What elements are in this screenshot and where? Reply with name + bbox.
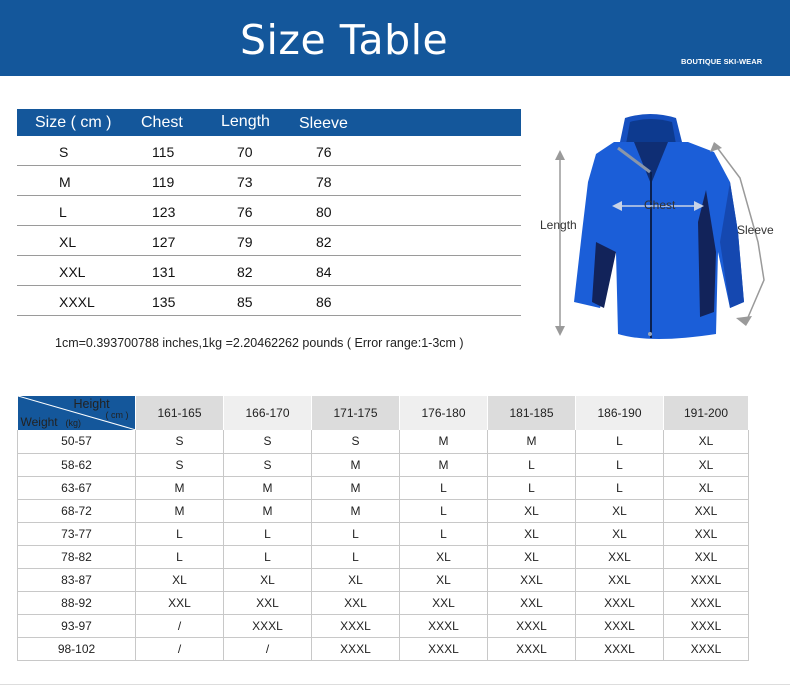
sleeve-cell: 86	[316, 294, 332, 310]
size-cell: XL	[312, 568, 400, 591]
weight-cell: 63-67	[18, 476, 136, 499]
banner	[0, 0, 790, 76]
size-cell: S	[136, 453, 224, 476]
size-cell: XXL	[576, 568, 664, 591]
size-cell: /	[224, 637, 312, 660]
table-row	[17, 256, 521, 286]
header-sleeve: Sleeve	[299, 115, 348, 132]
weight-cell: 73-77	[18, 522, 136, 545]
size-cell: XL	[400, 568, 488, 591]
size-cell: XL	[59, 234, 77, 250]
size-cell: S	[136, 430, 224, 453]
height-header: 186-190	[576, 396, 664, 430]
size-cell: XXXL	[224, 614, 312, 637]
size-cell: L	[312, 545, 400, 568]
size-cell: M	[224, 499, 312, 522]
table-row	[17, 166, 521, 196]
table-row	[18, 591, 749, 614]
weight-cell: 98-102	[18, 637, 136, 660]
size-cell: XXXL	[312, 614, 400, 637]
size-cell: L	[136, 522, 224, 545]
size-cell: XXXL	[59, 294, 95, 310]
corner-height-unit: ( cm )	[105, 410, 129, 420]
size-cell: XXXL	[664, 568, 749, 591]
size-cell: L	[312, 522, 400, 545]
header-chest: Chest	[141, 114, 183, 131]
length-cell: 79	[237, 234, 253, 250]
size-cell: M	[312, 453, 400, 476]
length-cell: 73	[237, 174, 253, 190]
size-cell: XXXL	[312, 637, 400, 660]
height-header: 166-170	[224, 396, 312, 430]
jacket-length-label: Length	[540, 218, 577, 232]
weight-cell: 58-62	[18, 453, 136, 476]
height-header: 176-180	[400, 396, 488, 430]
size-cell: M	[400, 430, 488, 453]
size-cell: L	[224, 522, 312, 545]
height-header: 181-185	[488, 396, 576, 430]
height-header-row	[18, 396, 749, 430]
conversion-note: 1cm=0.393700788 inches,1kg =2.20462262 pounds ( Error range:1-3cm )	[55, 336, 464, 350]
size-cell: XXL	[488, 568, 576, 591]
size-cell: L	[488, 453, 576, 476]
size-cell: XXXL	[576, 591, 664, 614]
size-cell: XXXL	[664, 637, 749, 660]
jacket-chest-label: Chest	[644, 198, 676, 212]
sleeve-cell: 76	[316, 144, 332, 160]
size-cell: XL	[136, 568, 224, 591]
sleeve-cell: 80	[316, 204, 332, 220]
table-row	[18, 637, 749, 660]
size-cell: XL	[224, 568, 312, 591]
page-title: Size Table	[240, 16, 449, 64]
size-cell: XXL	[664, 545, 749, 568]
jacket-sleeve-label: Sleeve	[737, 223, 774, 237]
size-cell: L	[576, 476, 664, 499]
size-cell: S	[224, 430, 312, 453]
chest-cell: 131	[152, 264, 176, 280]
chest-cell: 135	[152, 294, 176, 310]
size-cell: S	[224, 453, 312, 476]
table-row	[18, 476, 749, 499]
size-cell: S	[59, 144, 69, 160]
size-cell: M	[312, 476, 400, 499]
bottom-divider	[0, 684, 790, 685]
height-header: 191-200	[664, 396, 749, 430]
size-cell: M	[136, 476, 224, 499]
height-weight-size-table	[17, 396, 749, 661]
size-cell: S	[312, 430, 400, 453]
weight-cell: 83-87	[18, 568, 136, 591]
header-size: Size ( cm )	[35, 114, 112, 131]
size-cell: XL	[576, 522, 664, 545]
size-cell: XXXL	[488, 637, 576, 660]
size-cell: M	[488, 430, 576, 453]
length-cell: 70	[237, 144, 253, 160]
length-cell: 76	[237, 204, 253, 220]
size-cell: L	[400, 499, 488, 522]
size-cell: XL	[400, 545, 488, 568]
brand-tagline: BOUTIQUE SKI-WEAR	[681, 57, 763, 66]
size-cell: L	[136, 545, 224, 568]
table-row	[18, 568, 749, 591]
size-cell: XXXL	[400, 614, 488, 637]
size-table-body	[17, 136, 521, 316]
table-row	[17, 286, 521, 316]
size-cell: XXXL	[488, 614, 576, 637]
size-cell: L	[59, 204, 67, 220]
chest-cell: 123	[152, 204, 176, 220]
size-cell: XXXL	[400, 637, 488, 660]
table-corner-cell	[18, 396, 136, 430]
size-cell: XXL	[224, 591, 312, 614]
corner-weight-label: Weight	[20, 415, 58, 429]
height-header: 171-175	[312, 396, 400, 430]
size-cell: L	[576, 430, 664, 453]
table-row	[18, 614, 749, 637]
size-cell: L	[576, 453, 664, 476]
size-cell: L	[224, 545, 312, 568]
size-cell: XXL	[664, 522, 749, 545]
table-row	[17, 136, 521, 166]
size-cell: L	[400, 476, 488, 499]
chest-cell: 115	[152, 144, 175, 160]
size-cell: XXL	[488, 591, 576, 614]
size-cell: XXXL	[664, 591, 749, 614]
weight-cell: 93-97	[18, 614, 136, 637]
size-cell: XXL	[664, 499, 749, 522]
sleeve-cell: 84	[316, 264, 332, 280]
size-cell: XXL	[136, 591, 224, 614]
table-row	[18, 545, 749, 568]
sleeve-cell: 78	[316, 174, 332, 190]
size-cell: XL	[664, 430, 749, 453]
sleeve-cell: 82	[316, 234, 332, 250]
size-cell: XL	[664, 476, 749, 499]
weight-cell: 88-92	[18, 591, 136, 614]
size-cell: M	[59, 174, 71, 190]
size-cell: XXXL	[664, 614, 749, 637]
length-cell: 85	[237, 294, 253, 310]
height-weight-table-body	[18, 430, 749, 660]
corner-weight-unit: (kg)	[65, 418, 81, 428]
weight-cell: 68-72	[18, 499, 136, 522]
height-header: 161-165	[136, 396, 224, 430]
size-cell: M	[400, 453, 488, 476]
size-cell: XL	[576, 499, 664, 522]
chest-cell: 119	[152, 174, 175, 190]
jacket-illustration	[530, 112, 785, 352]
size-cell: M	[136, 499, 224, 522]
size-cell: XXL	[59, 264, 86, 280]
size-cell: XXL	[400, 591, 488, 614]
table-row	[18, 522, 749, 545]
table-row	[18, 453, 749, 476]
size-cell: L	[488, 476, 576, 499]
corner-height-label: Height	[73, 397, 110, 411]
chest-cell: 127	[152, 234, 176, 250]
size-cell: XXXL	[576, 614, 664, 637]
size-cell: /	[136, 637, 224, 660]
length-cell: 82	[237, 264, 253, 280]
table-row	[18, 499, 749, 522]
size-measurement-table	[17, 109, 521, 316]
size-cell: L	[400, 522, 488, 545]
size-cell: M	[224, 476, 312, 499]
size-cell: XL	[664, 453, 749, 476]
size-cell: XXL	[312, 591, 400, 614]
size-cell: XXXL	[576, 637, 664, 660]
size-table-header	[17, 109, 521, 136]
table-row	[18, 430, 749, 453]
size-cell: XL	[488, 499, 576, 522]
weight-cell: 50-57	[18, 430, 136, 453]
header-length: Length	[221, 113, 270, 130]
table-row	[17, 196, 521, 226]
size-cell: XXL	[576, 545, 664, 568]
table-row	[17, 226, 521, 256]
size-cell: XL	[488, 522, 576, 545]
weight-cell: 78-82	[18, 545, 136, 568]
size-cell: M	[312, 499, 400, 522]
size-cell: /	[136, 614, 224, 637]
size-cell: XL	[488, 545, 576, 568]
